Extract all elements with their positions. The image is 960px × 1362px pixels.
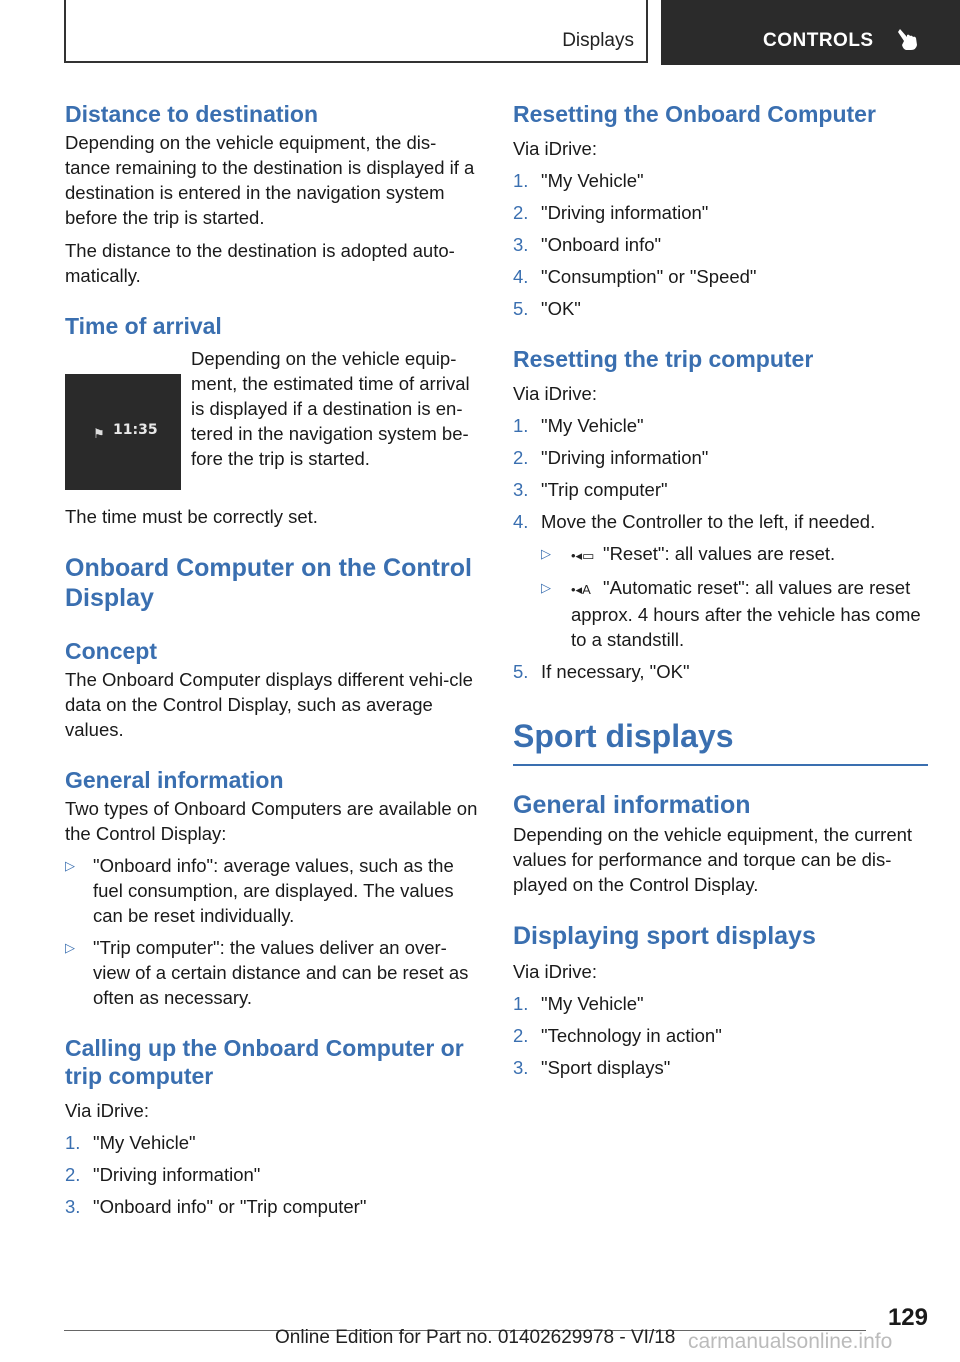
list-item: 2. "Technology in action": [513, 1025, 722, 1046]
general-heading: General information: [65, 767, 284, 793]
reset-symbol-icon: •◂▭: [571, 548, 595, 563]
sport-show-heading: Displaying sport displays: [513, 922, 816, 950]
list-item: 3. "Onboard info": [513, 234, 662, 255]
sport-show-via: Via iDrive:: [513, 961, 597, 982]
distance-paragraph-2: The distance to the destination is adopted auto-matically.: [65, 240, 455, 286]
list-item: 4. "Consumption" or "Speed": [513, 266, 757, 287]
left-column: [65, 100, 480, 1219]
bullet-triangle-icon: ▷: [65, 940, 75, 955]
calling-heading: Calling up the Onboard Computer or trip computer: [65, 1035, 464, 1089]
concept-heading: Concept: [65, 638, 157, 664]
list-item: 1. "My Vehicle": [513, 170, 644, 191]
list-item: 5. "OK": [513, 298, 581, 319]
arrival-time-value: 11:35: [113, 422, 158, 438]
arrival-note: The time must be correctly set.: [65, 506, 318, 527]
calling-steps: [65, 1130, 480, 1219]
controls-tab-label: CONTROLS: [763, 30, 874, 51]
list-item: 1. "My Vehicle": [513, 993, 644, 1014]
reset-trip-steps: [513, 413, 928, 534]
header-frame: [64, 0, 648, 63]
arrival-paragraph: Depending on the vehicle equip-ment, the estimated time of arrival is displayed if a destination is en-tered in the navigation system be-fore the trip is started.: [191, 348, 470, 469]
list-item: ▷ "Trip computer": the values deliver an over-view of a certain distance and can be reset as often as necessary.: [65, 937, 469, 1008]
section-title: Displays: [562, 30, 634, 51]
sport-general-paragraph: Depending on the vehicle equipment, the current values for performance and torque can be dis-played on the Control Display.: [513, 824, 913, 895]
automatic-reset-symbol-icon: •◂A: [571, 582, 591, 597]
reset-onboard-steps: [513, 168, 928, 321]
reset-trip-sub-list: [513, 541, 928, 652]
concept-paragraph: The Onboard Computer displays different vehi-cle data on the Control Display, such as average values.: [65, 669, 473, 740]
reset-trip-via: Via iDrive:: [513, 383, 597, 404]
footer-edition: Online Edition for Part no. 01402629978 - VI/18: [275, 1327, 676, 1348]
bullet-triangle-icon: ▷: [541, 546, 551, 561]
list-item: 3. "Sport displays": [513, 1057, 671, 1078]
list-item: 2. "Driving information": [513, 202, 709, 223]
watermark: carmanualsonline.info: [688, 1330, 893, 1353]
arrival-heading: Time of arrival: [65, 313, 222, 339]
sport-displays-heading: Sport displays: [513, 716, 928, 766]
list-item: 4. Move the Controller to the left, if needed.: [513, 511, 876, 532]
bullet-triangle-icon: ▷: [541, 580, 551, 595]
list-item: 3. "Onboard info" or "Trip computer": [65, 1196, 367, 1217]
reset-trip-heading: Resetting the trip computer: [513, 346, 814, 372]
list-item: 1. "My Vehicle": [65, 1132, 196, 1153]
reset-onboard-heading: Resetting the Onboard Computer: [513, 101, 876, 127]
list-item: 1. "My Vehicle": [513, 415, 644, 436]
reset-trip-step5-list: [513, 659, 928, 684]
distance-paragraph-1: Depending on the vehicle equipment, the dis-tance remaining to the destination is displayed if a destination is entered in the navigation system before the trip is started.: [65, 132, 475, 228]
controls-tab: [661, 0, 960, 65]
list-item: 2. "Driving information": [65, 1164, 261, 1185]
list-item: 5. If necessary, "OK": [513, 661, 690, 682]
calling-via: Via iDrive:: [65, 1100, 149, 1121]
onboard-heading: Onboard Computer on the Control Display: [65, 554, 472, 612]
arrival-section: [65, 346, 480, 496]
bullet-triangle-icon: ▷: [65, 858, 75, 873]
list-item: 2. "Driving information": [513, 447, 709, 468]
list-item: 3. "Trip computer": [513, 479, 668, 500]
distance-heading: Distance to destination: [65, 101, 319, 127]
sport-general-heading: General information: [513, 791, 751, 819]
general-bullet-list: [65, 853, 480, 1010]
sport-show-steps: [513, 991, 928, 1080]
list-item: ▷ •◂▭ "Reset": all values are reset.: [541, 541, 928, 568]
list-item: ▷ •◂A "Automatic reset": all values are reset approx. 4 hours after the vehicle has come to a standstill.: [541, 577, 921, 650]
arrival-display-image: [65, 374, 181, 490]
destination-flag-icon: ⚑: [93, 426, 105, 441]
general-paragraph: Two types of Onboard Computers are available on the Control Display:: [65, 798, 478, 844]
page-number: 129: [887, 1304, 928, 1331]
right-column: [513, 100, 928, 1080]
list-item: ▷ "Onboard info": average values, such as the fuel consumption, are displayed. The values can be reset individually.: [65, 855, 454, 926]
pointing-hand-icon: [897, 26, 919, 52]
reset-onboard-via: Via iDrive:: [513, 138, 597, 159]
